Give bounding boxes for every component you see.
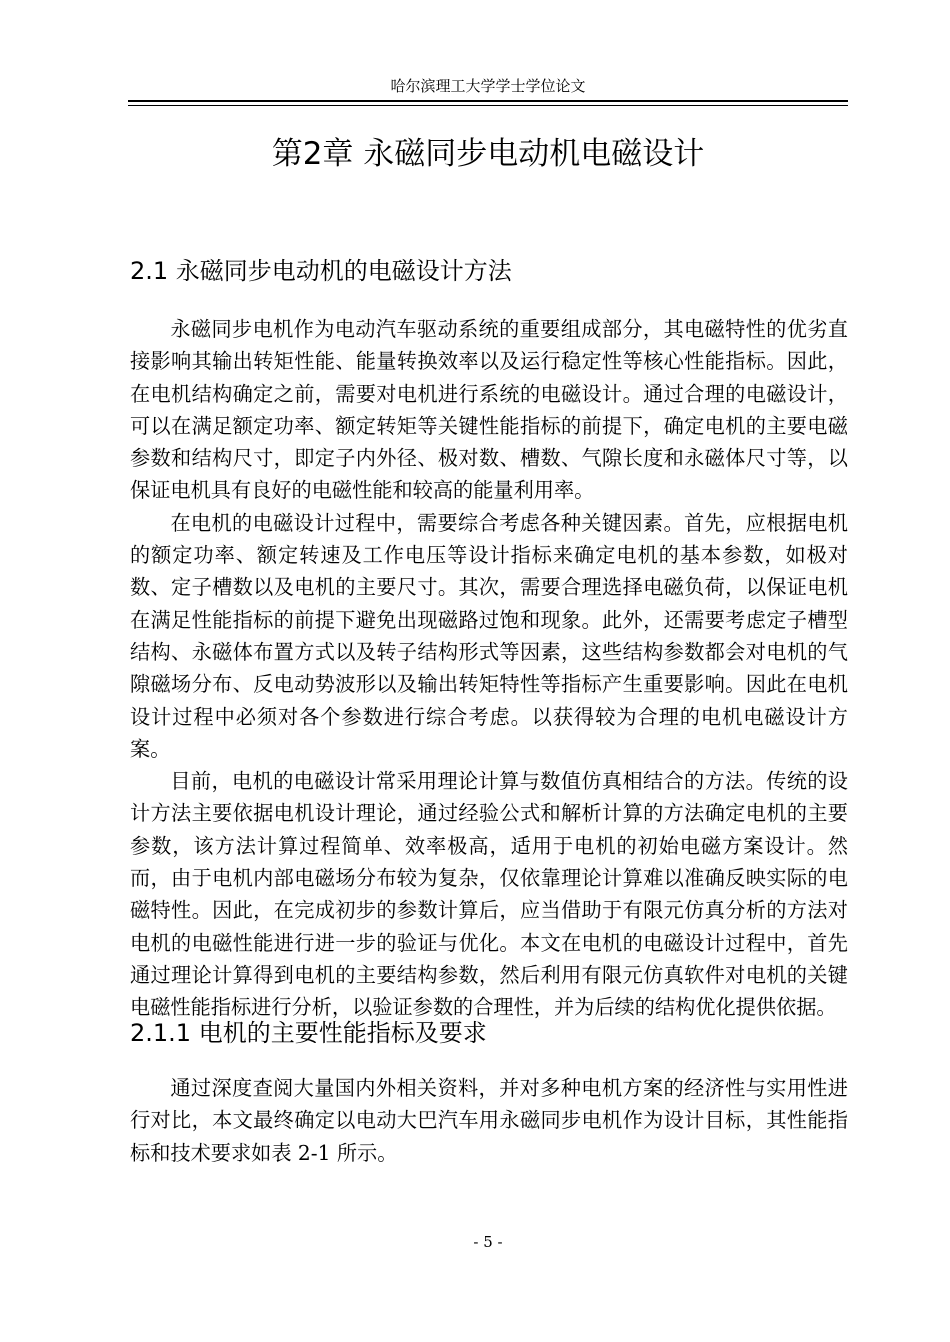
paragraph: 目前，电机的电磁设计常采用理论计算与数值仿真相结合的方法。传统的设计方法主要依据电机设计理论，通过经验公式和解析计算的方法确定电机的主要参数，该方法计算过程简单、效率极高，适用于电机的初始电磁方案设计。然而，由于电机内部电磁场分布较为复杂，仅依靠理论计算难以准确反映实际的电磁特性。因此，在完成初步的参数计算后，应当借助于有限元仿真分析的方法对电机的电磁性能进行进一步的验证与优化。本文在电机的电磁设计过程中，首先通过理论计算得到电机的主要结构参数，然后利用有限元仿真软件对电机的关键电磁性能指标进行分析，以验证参数的合理性，并为后续的结构优化提供依据。 <box>130 769 848 1020</box>
running-header: 哈尔滨理工大学学士学位论文 <box>390 77 586 95</box>
header-rule-thick <box>128 100 848 102</box>
section-2-1-body <box>130 313 848 1024</box>
paragraph: 永磁同步电机作为电动汽车驱动系统的重要组成部分，其电磁特性的优劣直接影响其输出转矩性能、能量转换效率以及运行稳定性等核心性能指标。因此，在电机结构确定之前，需要对电机进行系统的电磁设计。通过合理的电磁设计，可以在满足额定功率、额定转矩等关键性能指标的前提下，确定电机的主要电磁参数和结构尺寸，即定子内外径、极对数、槽数、气隙长度和永磁体尺寸等，以保证电机具有良好的电磁性能和较高的能量利用率。 <box>130 317 848 503</box>
header-rule-thin <box>128 105 848 106</box>
section-heading-2-1: 2.1 永磁同步电动机的电磁设计方法 <box>130 257 512 285</box>
chapter-title: 第2章 永磁同步电动机电磁设计 <box>271 136 705 172</box>
paragraph: 通过深度查阅大量国内外相关资料，并对多种电机方案的经济性与实用性进行对比，本文最终确定以电动大巴汽车用永磁同步电机作为设计目标，其性能指标和技术要求如表 2-1 所示。 <box>130 1076 848 1165</box>
paragraph: 在电机的电磁设计过程中，需要综合考虑各种关键因素。首先，应根据电机的额定功率、额定转速及工作电压等设计指标来确定电机的基本参数，如极对数、定子槽数以及电机的主要尺寸。其次，需要合理选择电磁负荷，以保证电机在满足性能指标的前提下避免出现磁路过饱和现象。此外，还需要考虑定子槽型结构、永磁体布置方式以及转子结构形式等因素，这些结构参数都会对电机的气隙磁场分布、反电动势波形以及输出转矩特性等指标产生重要影响。因此在电机设计过程中必须对各个参数进行综合考虑。以获得较为合理的电机电磁设计方案。 <box>130 510 848 761</box>
section-heading-2-1-1: 2.1.1 电机的主要性能指标及要求 <box>130 1019 487 1047</box>
section-2-1-1-body <box>130 1072 848 1169</box>
page-number: - 5 - <box>473 1233 503 1251</box>
